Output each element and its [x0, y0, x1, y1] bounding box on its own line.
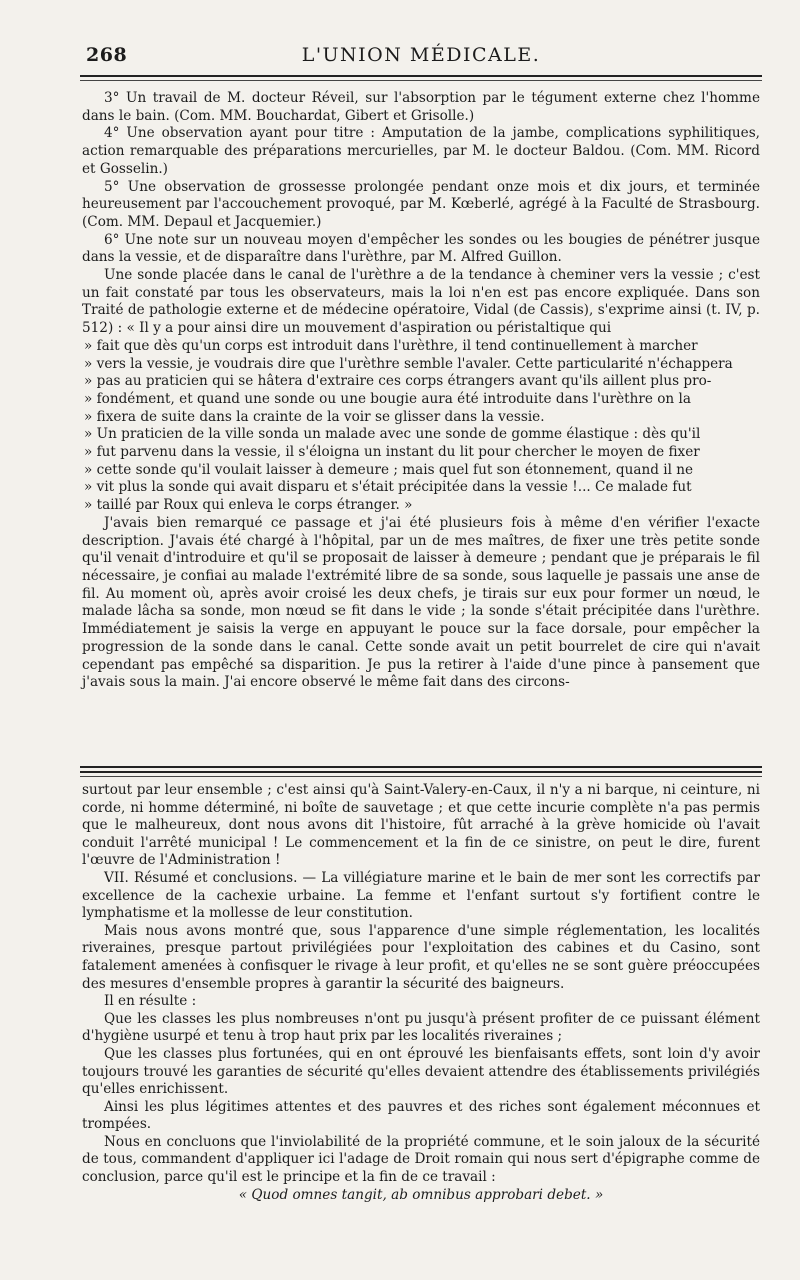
quote-line: » fixera de suite dans la crainte de la voir se glisser dans la vessie.	[84, 408, 545, 425]
upper-column	[82, 90, 760, 692]
quote-line: » taillé par Roux qui enleva le corps étranger. »	[84, 497, 413, 514]
quote-line: » fut parvenu dans la vessie, il s'éloigna un instant du lit pour chercher le moyen de fixer	[84, 444, 700, 461]
conclusions-heading-paragraph: VII. Résumé et conclusions. — La villégiature marine et le bain de mer sont les correctifs par excellence de la cachexie urbaine. La femme et l'enfant surtout s'y fortifient contre le lymphatisme et la mollesse de leur constitution.	[82, 869, 760, 922]
lower-paragraph: Il en résulte :	[104, 993, 197, 1010]
quote-line: » vit plus la sonde qui avait disparu et s'était précipitée dans la vessie !... Ce malade fut	[84, 479, 692, 496]
quote-line: » vers la vessie, je voudrais dire que l'urèthre semble l'avaler. Cette particularité n'échappera	[84, 355, 733, 372]
item-6-paragraph: 6° Une note sur un nouveau moyen d'empêcher les sondes ou les bougies de pénétrer jusque dans la vessie, et de disparaître dans l'urèthre, par M. Alfred Guillon.	[82, 231, 760, 266]
lower-paragraph: Que les classes plus fortunées, qui en ont éprouvé les bienfaisants effets, sont loin d'y avoir toujours trouvé les garanties de sécurité qu'elles devaient attendre des établissements privilégiés qu'elles enrichissent.	[82, 1045, 760, 1098]
lower-paragraph: surtout par leur ensemble ; c'est ainsi qu'à Saint-Valery-en-Caux, il n'y a ni barque, ni ceinture, ni corde, ni homme déterminé, ni boîte de sauvetage ; et que cette incurie complète n'a pas permis que le malheureux, dont nous avons dit l'histoire, fût arraché à la grève homicide où l'avait conduit l'arrêté municipal ! Le commencement et la fin de ce sinistre, on peut le dire, furent l'œuvre de l'Administration !	[82, 782, 760, 869]
section-separator	[80, 766, 762, 768]
header-rule	[80, 75, 762, 77]
page-header	[80, 40, 762, 74]
page-number: 268	[86, 44, 128, 66]
quote-line: » cette sonde qu'il voulait laisser à demeure ; mais quel fut son étonnement, quand il ne	[84, 461, 694, 478]
sonde-paragraph: Une sonde placée dans le canal de l'urèthre a de la tendance à cheminer vers la vessie ; c'est un fait constaté par tous les observateurs, mais la loi n'en est pas encore expliquée. Dans son Traité de pathologie externe et de médecine opératoire, Vidal (de Cassis), s'exprime ainsi (t. IV, p. 512) : « Il y a pour ainsi dire un mouvement d'aspiration ou péristaltique qui	[82, 267, 760, 337]
quote-line: » fondément, et quand une sonde ou une bougie aura été introduite dans l'urèthre on la	[84, 390, 691, 407]
section-separator	[80, 771, 762, 773]
item-4-paragraph: 4° Une observation ayant pour titre : Amputation de la jambe, complications syphilitiques, action remarquable des préparations mercurielles, par M. le docteur Baldou. (Com. MM. Ricord et Gosselin.)	[82, 125, 760, 177]
header-rule-thin	[80, 80, 762, 81]
lower-paragraph: Nous en concluons que l'inviolabilité de la propriété commune, et le soin jaloux de la sécurité de tous, commandent d'appliquer ici l'adage de Droit romain qui nous sert d'épigraphe comme de conclusion, parce qu'il est le principe et la fin de ce travail :	[82, 1133, 760, 1186]
quote-line: » pas au praticien qui se hâtera d'extraire ces corps étrangers avant qu'ils aillent plus pro-	[84, 373, 712, 390]
item-3-paragraph: 3° Un travail de M. docteur Réveil, sur l'absorption par le tégument externe chez l'homme dans le bain. (Com. MM. Bouchardat, Gibert et Grisolle.)	[82, 90, 760, 124]
section-separator-thin	[80, 776, 762, 777]
lower-column	[82, 782, 760, 1204]
quote-line: » fait que dès qu'un corps est introduit dans l'urèthre, il tend continuellement à marcher	[84, 337, 698, 354]
item-5-paragraph: 5° Une observation de grossesse prolongée pendant onze mois et dix jours, et terminée heureusement par l'accouchement provoqué, par M. Kœberlé, agrégé à la Faculté de Strasbourg. (Com. MM. Depaul et Jacquemier.)	[82, 178, 760, 230]
quote-line: » Un praticien de la ville sonda un malade avec une sonde de gomme élastique : dès qu'il	[84, 426, 701, 443]
journal-title: L'UNION MÉDICALE.	[301, 44, 541, 66]
lower-paragraph: Mais nous avons montré que, sous l'apparence d'une simple réglementation, les localités riveraines, presque partout privilégiées pour l'exploitation des cabines et du Casino, sont fatalement amenées à confisquer le rivage à leur profit, et qu'elles ne se sont guère préoccupées des mesures d'ensemble propres à garantir la sécurité des baigneurs.	[82, 922, 760, 992]
latin-motto: « Quod omnes tangit, ab omnibus approbari debet. »	[238, 1186, 604, 1203]
lower-paragraph: Ainsi les plus légitimes attentes et des pauvres et des riches sont également méconnues et trompées.	[82, 1098, 760, 1133]
observation-paragraph: J'avais bien remarqué ce passage et j'ai été plusieurs fois à même d'en vérifier l'exacte description. J'avais été chargé à l'hôpital, par un de mes maîtres, de fixer une très petite sonde qu'il venait d'introduire et qu'il se proposait de laisser à demeure ; pendant que je préparais le fil nécessaire, je confiai au malade l'extrémité libre de sa sonde, sous laquelle je passais une anse de fil. Au moment où, après avoir croisé les deux chefs, je tirais sur eux pour former un nœud, le malade lâcha sa sonde, mon nœud se fit dans le vide ; la sonde s'était précipitée dans l'urèthre. Immédiatement je saisis la verge en appuyant le pouce sur la face dorsale, pour empêcher la progression de la sonde dans le canal. Cette sonde avait un petit bourrelet de cire qui n'avait cependant pas empêché sa disparition. Je pus la retirer à l'aide d'une pince à pansement que j'avais sous la main. J'ai encore observé le même fait dans des circons-	[82, 514, 760, 691]
lower-paragraph: Que les classes les plus nombreuses n'ont pu jusqu'à présent profiter de ce puissant élément d'hygiène usurpé et tenu à trop haut prix par les localités riveraines ;	[82, 1010, 760, 1045]
